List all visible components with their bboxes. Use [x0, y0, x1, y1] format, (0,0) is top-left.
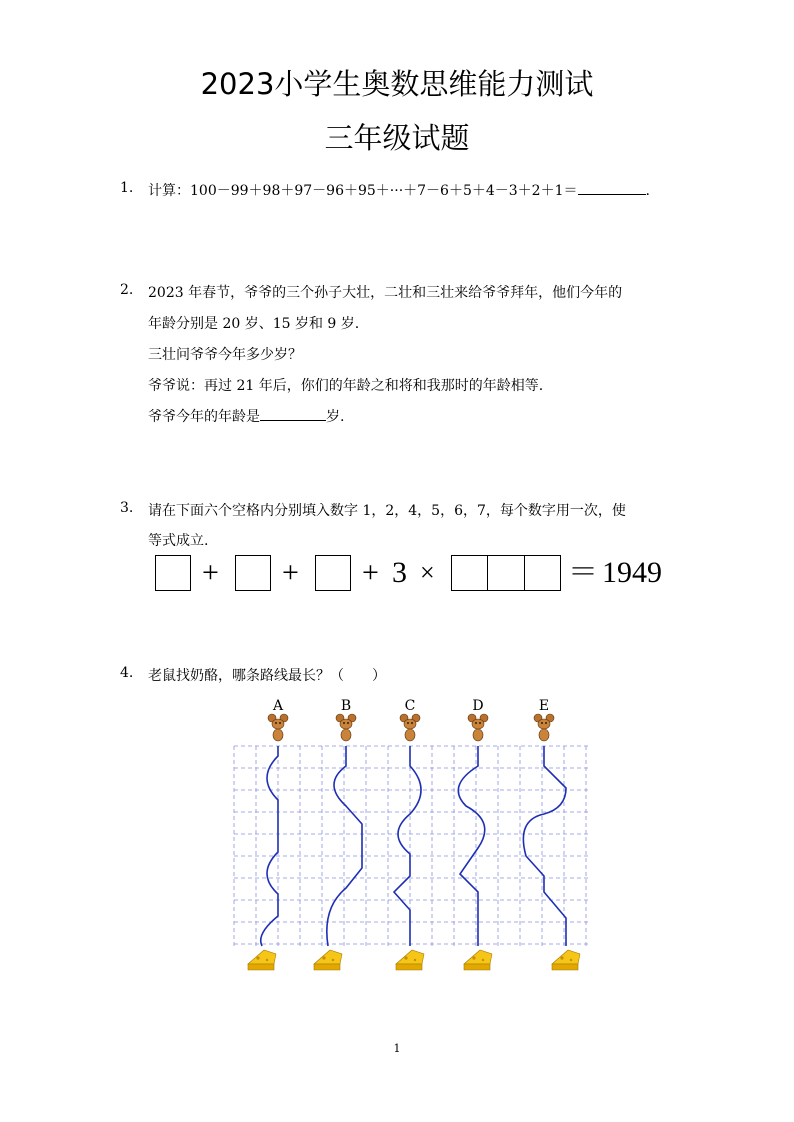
q3-line-1: 请在下面六个空格内分别填入数字 1，2，4，5，6，7，每个数字用一次，使 — [148, 503, 626, 519]
q3-times: × — [420, 558, 435, 587]
cheese-icon — [464, 950, 492, 970]
route-label-c: C — [404, 698, 416, 714]
cheese-icon — [314, 950, 342, 970]
route-path-c — [394, 746, 421, 946]
mouse-icon — [400, 714, 420, 741]
q2-line-3: 三壮问爷爷今年多少岁？ — [148, 347, 302, 363]
q3-result: 1949 — [602, 556, 662, 589]
mouse-icon — [336, 714, 356, 741]
route-path-d — [458, 746, 484, 946]
q4-number: 4. — [120, 665, 134, 681]
maze-figure — [226, 696, 596, 976]
mouse-icon — [468, 714, 488, 741]
q2-last-prefix: 爷爷今年的年龄是 — [148, 409, 260, 425]
q3-number: 3. — [120, 500, 134, 516]
cheese-icon — [396, 950, 424, 970]
q2-last-suffix: 岁. — [326, 409, 345, 425]
q2-line-2: 年龄分别是 20 岁、15 岁和 9 岁. — [148, 316, 360, 332]
maze-svg — [226, 696, 596, 976]
maze-grid — [234, 746, 588, 946]
q1-answer-blank[interactable] — [578, 182, 646, 195]
q2-answer-blank[interactable] — [260, 408, 326, 421]
page-title: 2023小学生奥数思维能力测试 — [200, 67, 594, 101]
cheese-icon — [248, 950, 276, 970]
q3-box-1[interactable] — [155, 555, 191, 591]
mouse-icon — [534, 714, 554, 741]
q3-box-3[interactable] — [315, 555, 351, 591]
q2-line-5 — [148, 406, 344, 426]
mouse-icon — [268, 714, 288, 741]
q3-equals: ＝ — [568, 556, 598, 589]
q3-box-divider-2 — [524, 556, 525, 590]
q4-text: 老鼠找奶酪，哪条路线最长？（ ） — [148, 668, 386, 684]
q3-line-2: 等式成立. — [148, 533, 209, 549]
q3-plus-3: + — [362, 556, 379, 589]
route-path-e — [523, 746, 566, 946]
q3-plus-1: + — [202, 556, 219, 589]
q1-period: . — [645, 183, 650, 199]
route-path-a — [261, 746, 278, 946]
page-subtitle: 三年级试题 — [324, 121, 470, 155]
route-label-b: B — [340, 698, 352, 714]
q2-line-4: 爷爷说：再过 21 年后，你们的年龄之和将和我那时的年龄相等. — [148, 378, 544, 394]
q1-number: 1. — [120, 180, 134, 196]
cheese-icon — [552, 950, 580, 970]
q1-text — [148, 180, 650, 200]
q3-equation — [0, 555, 794, 597]
q3-plus-2: + — [282, 556, 299, 589]
q2-number: 2. — [120, 282, 134, 298]
page-number: 1 — [393, 1042, 401, 1055]
q2-line-1: 2023 年春节，爷爷的三个孙子大壮，二壮和三壮来给爷爷拜年，他们今年的 — [148, 285, 623, 301]
q3-three: 3 — [392, 556, 407, 589]
q1-expression: 计算：100－99＋98＋97－96＋95＋···＋7－6＋5＋4－3＋2＋1＝ — [148, 183, 578, 199]
route-label-d: D — [472, 698, 484, 714]
route-label-e: E — [538, 698, 550, 714]
q3-box-group — [451, 555, 561, 591]
q3-box-divider-1 — [487, 556, 488, 590]
q3-box-2[interactable] — [235, 555, 271, 591]
route-label-a: A — [272, 698, 284, 714]
